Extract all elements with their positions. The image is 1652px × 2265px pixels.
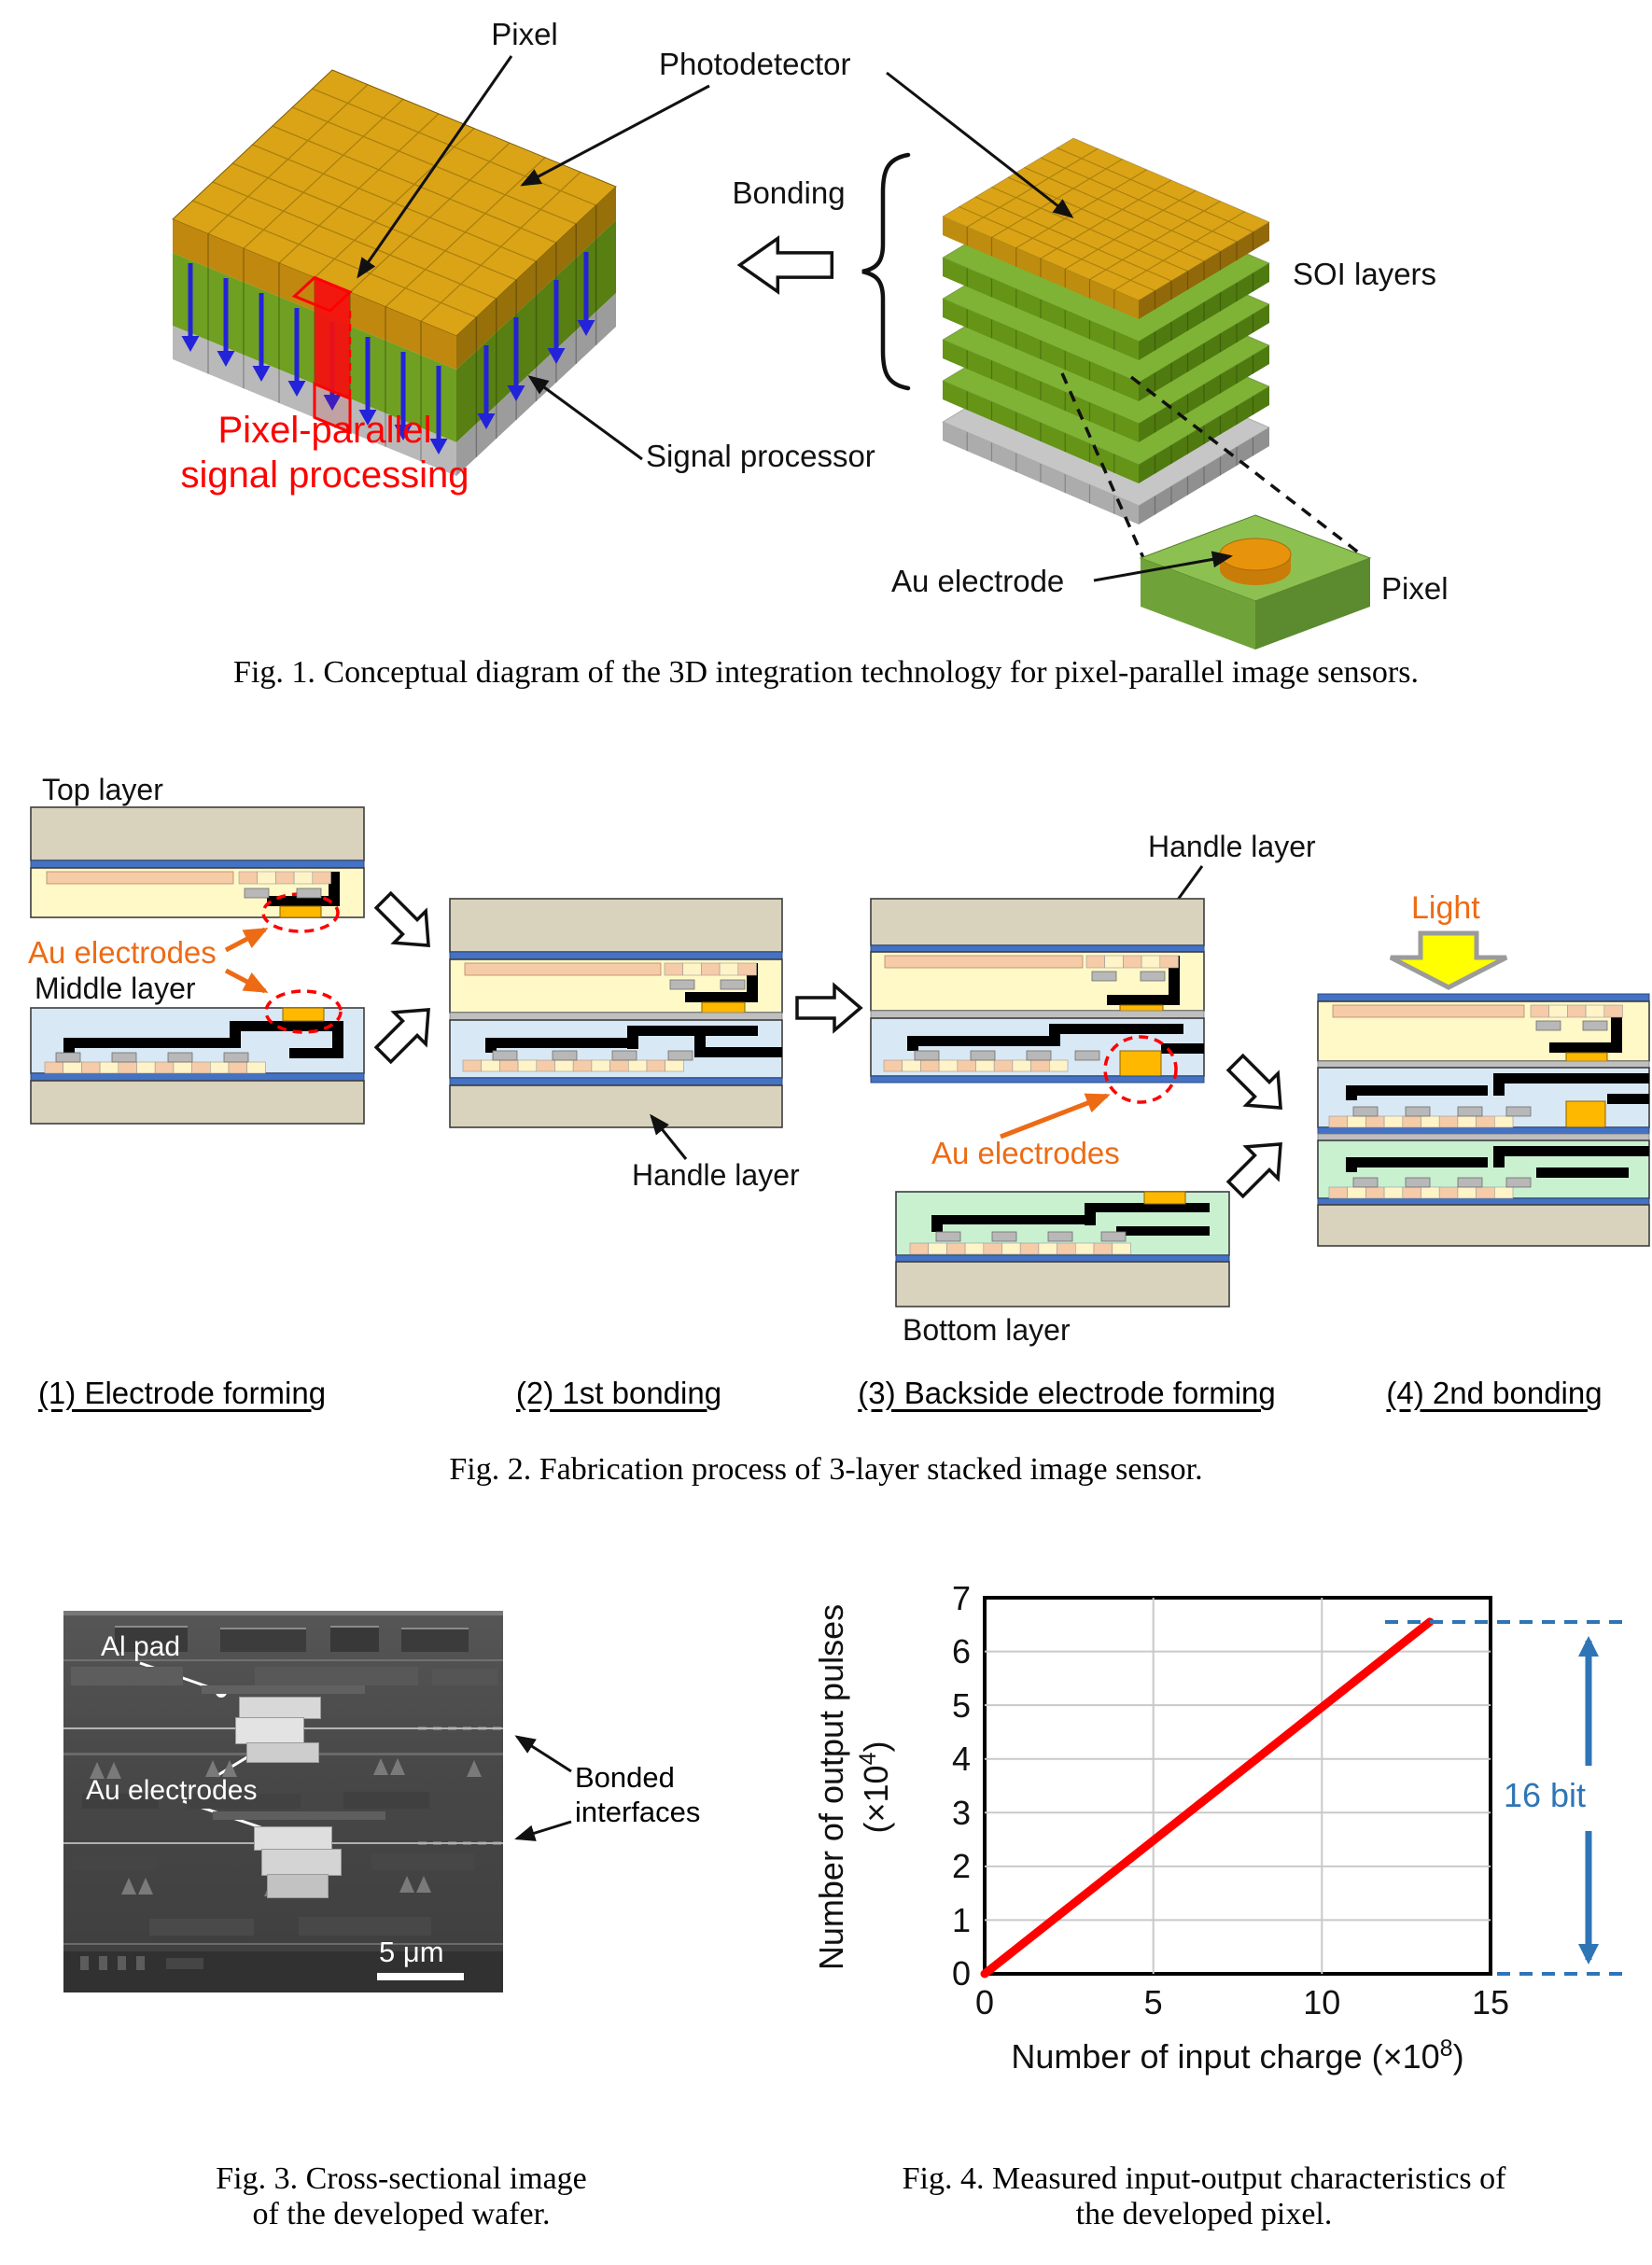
signal-processor-arrow xyxy=(530,377,642,459)
device-pad xyxy=(1013,1060,1031,1071)
au-electrode-label: Au electrode xyxy=(891,564,1065,598)
light-label: Light xyxy=(1411,890,1480,926)
gate-pad xyxy=(493,1051,517,1060)
pixel-top-label: Pixel xyxy=(491,17,558,51)
gate-pad xyxy=(721,980,745,989)
gate-pad xyxy=(1048,1232,1072,1241)
sem-texture xyxy=(136,1956,145,1970)
brace xyxy=(862,155,908,388)
device-pad xyxy=(976,1060,995,1071)
device-pad xyxy=(482,1060,500,1071)
device-pad xyxy=(1086,956,1105,968)
device-pad xyxy=(1384,1187,1403,1198)
svg-text:5: 5 xyxy=(951,1686,971,1725)
device-pad xyxy=(1477,1116,1495,1127)
device-pad xyxy=(210,1062,229,1073)
device-pad xyxy=(1365,1116,1384,1127)
device-pad xyxy=(1020,1243,1039,1254)
gate-pad xyxy=(1506,1178,1531,1187)
sem-texture xyxy=(371,1853,474,1870)
gate-pad xyxy=(1101,1232,1126,1241)
fig3-caption-line1: Fig. 3. Cross-sectional image xyxy=(216,2161,587,2196)
fig1-conceptual-diagram xyxy=(0,0,1652,719)
process-arrow-3a xyxy=(1220,1047,1296,1124)
pixel-parallel-label-2: signal processing xyxy=(180,454,469,496)
sem-texture xyxy=(330,1626,379,1652)
svg-text:10: 10 xyxy=(1303,1983,1341,2021)
device-pad xyxy=(1439,1187,1458,1198)
device-pad xyxy=(1365,1187,1384,1198)
gate-pad xyxy=(1027,1051,1051,1060)
sem-texture xyxy=(401,1628,469,1652)
device-pad xyxy=(258,872,276,884)
x-axis-title: Number of input charge $(\times 10^8)$ xyxy=(1011,2035,1464,2076)
fig3-caption-line2: of the developed wafer. xyxy=(252,2197,551,2231)
sem-texture-spike xyxy=(416,1876,431,1893)
gate-pad xyxy=(168,1053,192,1062)
step-caption-2: (2) 1st bonding xyxy=(515,1376,722,1410)
sem-texture xyxy=(432,1669,497,1685)
au-electrode-blob xyxy=(239,1697,321,1719)
device-pad xyxy=(275,872,294,884)
fig1-caption: Fig. 1. Conceptual diagram of the 3D integration technology for pixel-parallel image sensors. xyxy=(233,655,1419,690)
gate-pad xyxy=(971,1051,995,1060)
device-pad xyxy=(647,1060,665,1071)
au-electrodes-arrow-down xyxy=(226,971,265,991)
panel3-stack xyxy=(871,899,1204,1102)
sem-texture-spike xyxy=(467,1760,482,1777)
light-arrow xyxy=(1391,933,1506,987)
pixel-parallel-label-1: Pixel-parallel xyxy=(217,410,432,451)
device-pad xyxy=(45,1062,63,1073)
sem-texture xyxy=(71,1667,183,1685)
device-pad xyxy=(1329,1116,1348,1127)
process-arrow-3b xyxy=(1220,1128,1296,1205)
sem-texture-spike xyxy=(121,1878,136,1894)
sem-texture xyxy=(220,1628,306,1652)
gate-pad xyxy=(1406,1178,1430,1187)
au-electrode-cylinder-top xyxy=(1220,538,1291,570)
gate-pad xyxy=(1092,972,1116,981)
gate-pad xyxy=(1141,972,1165,981)
svg-text:2: 2 xyxy=(951,1847,971,1885)
sem-texture xyxy=(118,1956,126,1970)
device-pad xyxy=(1141,956,1160,968)
scale-bar xyxy=(377,1973,464,1980)
device-pad xyxy=(665,963,683,975)
device-pad xyxy=(1458,1116,1477,1127)
y-axis-title: Number of output pulses xyxy=(812,1603,850,1971)
bit-range-label: 16 bit xyxy=(1503,1776,1587,1814)
device-pad xyxy=(174,1062,192,1073)
bonding-arrow xyxy=(740,238,833,291)
au-electrode-blob xyxy=(261,1849,342,1876)
device-pad xyxy=(994,1060,1013,1071)
device-pad xyxy=(701,963,720,975)
gate-pad xyxy=(915,1051,939,1060)
panel2-bonded-pair xyxy=(450,899,782,1127)
gate-pad xyxy=(668,1051,693,1060)
au-electrode-blob xyxy=(254,1826,332,1851)
device-pad xyxy=(1439,1116,1458,1127)
device-pad xyxy=(910,1243,929,1254)
device-pad xyxy=(1094,1243,1113,1254)
device-pad xyxy=(518,1060,537,1071)
process-arrow-1a xyxy=(368,885,444,961)
gate-pad xyxy=(1406,1107,1430,1116)
device-pad xyxy=(1348,1116,1366,1127)
gate-pad xyxy=(224,1053,248,1062)
device-pad xyxy=(537,1060,555,1071)
gate-pad xyxy=(670,980,694,989)
sem-texture-spike xyxy=(390,1758,405,1775)
gate-pad xyxy=(1536,1021,1561,1030)
bonded-interfaces-label xyxy=(575,1760,700,1829)
device-pad xyxy=(229,1062,247,1073)
svg-text:1: 1 xyxy=(951,1901,971,1939)
sem-texture xyxy=(149,1919,254,1936)
device-pad xyxy=(628,1060,647,1071)
sem-texture xyxy=(213,1811,385,1820)
device-pad xyxy=(1031,1060,1050,1071)
svg-text:4: 4 xyxy=(951,1740,971,1778)
device-pad xyxy=(1531,1005,1549,1017)
x-tick-labels xyxy=(975,1983,1509,2021)
au-electrodes-label-2: Au electrodes xyxy=(931,1136,1120,1170)
sem-texture xyxy=(63,1611,503,1615)
svg-text:0: 0 xyxy=(951,1954,971,1992)
gate-pad xyxy=(1506,1107,1531,1116)
sem-texture-spike xyxy=(138,1878,153,1894)
device-pad xyxy=(1604,1005,1623,1017)
sem-texture xyxy=(73,1855,157,1870)
device-pad xyxy=(119,1062,137,1073)
sem-texture xyxy=(299,1917,431,1936)
bonded-line1: Bonded xyxy=(575,1761,675,1794)
device-pad xyxy=(1039,1243,1057,1254)
device-pad xyxy=(1458,1187,1477,1198)
device-pad xyxy=(555,1060,574,1071)
device-pad xyxy=(1123,956,1141,968)
fig4-caption-line1: Fig. 4. Measured input-output characteristics of xyxy=(902,2161,1506,2196)
device-pad xyxy=(192,1062,211,1073)
bonded-arrow-1 xyxy=(517,1737,571,1771)
device-pad xyxy=(929,1243,947,1254)
photodetector-arrow-left xyxy=(523,86,709,185)
svg-text:6: 6 xyxy=(951,1632,971,1671)
device-pad xyxy=(63,1062,82,1073)
device-pad xyxy=(463,1060,482,1071)
device-pad xyxy=(903,1060,921,1071)
al-pad-label: Al pad xyxy=(101,1631,181,1662)
fig4-caption xyxy=(803,2161,1605,2232)
device-pad xyxy=(1494,1116,1513,1127)
device-pad xyxy=(499,1060,518,1071)
bonded-line2: interfaces xyxy=(575,1796,701,1828)
step-caption-4: (4) 2nd bonding xyxy=(1386,1376,1603,1410)
bonding-label: Bonding xyxy=(732,175,846,210)
device-pad xyxy=(100,1062,119,1073)
gate-pad xyxy=(245,888,269,898)
device-pad xyxy=(573,1060,592,1071)
device-pad xyxy=(1403,1116,1421,1127)
y-tick-labels xyxy=(952,1579,971,1992)
device-pad xyxy=(1494,1187,1513,1198)
device-pad xyxy=(1567,1005,1586,1017)
gate-pad xyxy=(1583,1021,1607,1030)
step-caption-3: (3) Backside electrode forming xyxy=(858,1376,1276,1410)
device-pad xyxy=(720,963,738,975)
device-pad xyxy=(1549,1005,1568,1017)
gate-pad xyxy=(1458,1107,1482,1116)
gate-pad xyxy=(297,888,321,898)
handle-layer-label-p3: Handle layer xyxy=(1148,830,1316,863)
y-axis-title-units: $(\times 10^4)$ xyxy=(855,1741,895,1834)
device-pad xyxy=(155,1062,174,1073)
device-pad xyxy=(984,1243,1002,1254)
device-pad xyxy=(247,1062,266,1073)
gate-pad xyxy=(56,1053,80,1062)
svg-text:7: 7 xyxy=(951,1579,971,1617)
device-pad xyxy=(939,1060,958,1071)
sem-texture xyxy=(255,1667,418,1685)
device-pad xyxy=(294,872,313,884)
gate-pad xyxy=(1458,1178,1482,1187)
soi-layer-stack xyxy=(943,138,1269,524)
sem-texture xyxy=(80,1956,89,1970)
device-pad xyxy=(1075,1243,1094,1254)
au-electrodes-arrow-up xyxy=(226,930,265,950)
top-layer-label: Top layer xyxy=(42,773,163,806)
photodetector-label: Photodetector xyxy=(659,47,851,81)
au-electrode-blob xyxy=(267,1874,329,1898)
device-pad xyxy=(1049,1060,1068,1071)
gate-pad xyxy=(992,1232,1016,1241)
device-pad xyxy=(1348,1187,1366,1198)
bottom-layer-label: Bottom layer xyxy=(903,1313,1071,1347)
device-pad xyxy=(920,1060,939,1071)
svg-text:5: 5 xyxy=(1143,1983,1163,2021)
sem-texture xyxy=(202,1685,365,1694)
device-pad xyxy=(1329,1187,1348,1198)
process-arrow-1b xyxy=(368,994,444,1070)
au-electrode-blob xyxy=(235,1717,304,1744)
device-pad xyxy=(884,1060,903,1071)
device-pad xyxy=(592,1060,610,1071)
device-pad xyxy=(137,1062,156,1073)
gate-pad xyxy=(936,1232,960,1241)
au-electrodes-label-1: Au electrodes xyxy=(28,935,217,970)
device-pad xyxy=(239,872,258,884)
gate-pad xyxy=(1075,1051,1099,1060)
device-pad xyxy=(1160,956,1179,968)
scale-bar-label: 5 μm xyxy=(379,1936,444,1968)
process-arrow-2 xyxy=(797,986,861,1030)
panel1-middle-layer xyxy=(31,991,364,1124)
device-pad xyxy=(313,872,331,884)
fig2-caption: Fig. 2. Fabrication process of 3-layer stacked image sensor. xyxy=(449,1452,1203,1487)
device-pad xyxy=(1586,1005,1604,1017)
sem-texture-spike xyxy=(373,1758,388,1775)
device-pad xyxy=(1421,1187,1440,1198)
middle-layer-label: Middle layer xyxy=(35,972,196,1005)
sem-texture xyxy=(99,1956,107,1970)
au-electrodes-sem-label: Au electrodes xyxy=(86,1775,258,1806)
gate-pad xyxy=(112,1053,136,1062)
device-pad xyxy=(610,1060,629,1071)
device-pad xyxy=(1477,1187,1495,1198)
soi-layers-label: SOI layers xyxy=(1293,257,1437,291)
device-pad xyxy=(1384,1116,1403,1127)
bonded-arrow-2 xyxy=(517,1822,571,1839)
sem-texture xyxy=(343,1792,429,1809)
device-pad xyxy=(665,1060,684,1071)
device-pad xyxy=(958,1060,976,1071)
device-pad xyxy=(1421,1116,1440,1127)
au-electrode-blob xyxy=(246,1742,319,1763)
signal-processor-label: Signal processor xyxy=(646,439,875,473)
gate-pad xyxy=(553,1051,577,1060)
svg-text:0: 0 xyxy=(974,1983,995,2021)
device-pad xyxy=(81,1062,100,1073)
sem-texture xyxy=(166,1958,203,1969)
step-caption-1: (1) Electrode forming xyxy=(37,1376,327,1410)
gate-pad xyxy=(1353,1178,1378,1187)
device-pad xyxy=(1403,1187,1421,1198)
au-electrodes-arrow-p3 xyxy=(1001,1096,1107,1137)
device-pad xyxy=(965,1243,984,1254)
fig4-caption-line2: the developed pixel. xyxy=(1075,2197,1333,2231)
gate-pad xyxy=(1353,1107,1378,1116)
gate-pad xyxy=(612,1051,637,1060)
device-pad xyxy=(1002,1243,1021,1254)
panel1-top-layer xyxy=(31,807,364,931)
pixel-right-label: Pixel xyxy=(1381,571,1449,606)
device-pad xyxy=(1105,956,1124,968)
device-pad xyxy=(1113,1243,1131,1254)
fig4-io-chart xyxy=(803,1577,1652,2100)
device-pad xyxy=(946,1243,965,1254)
fig3-caption xyxy=(0,2161,803,2232)
svg-text:3: 3 xyxy=(951,1794,971,1832)
device-pad xyxy=(1057,1243,1076,1254)
device-pad xyxy=(738,963,757,975)
device-pad xyxy=(683,963,702,975)
sem-texture-spike xyxy=(399,1876,414,1893)
handle-layer-label-p2: Handle layer xyxy=(632,1158,800,1192)
svg-text:15: 15 xyxy=(1471,1983,1510,2021)
